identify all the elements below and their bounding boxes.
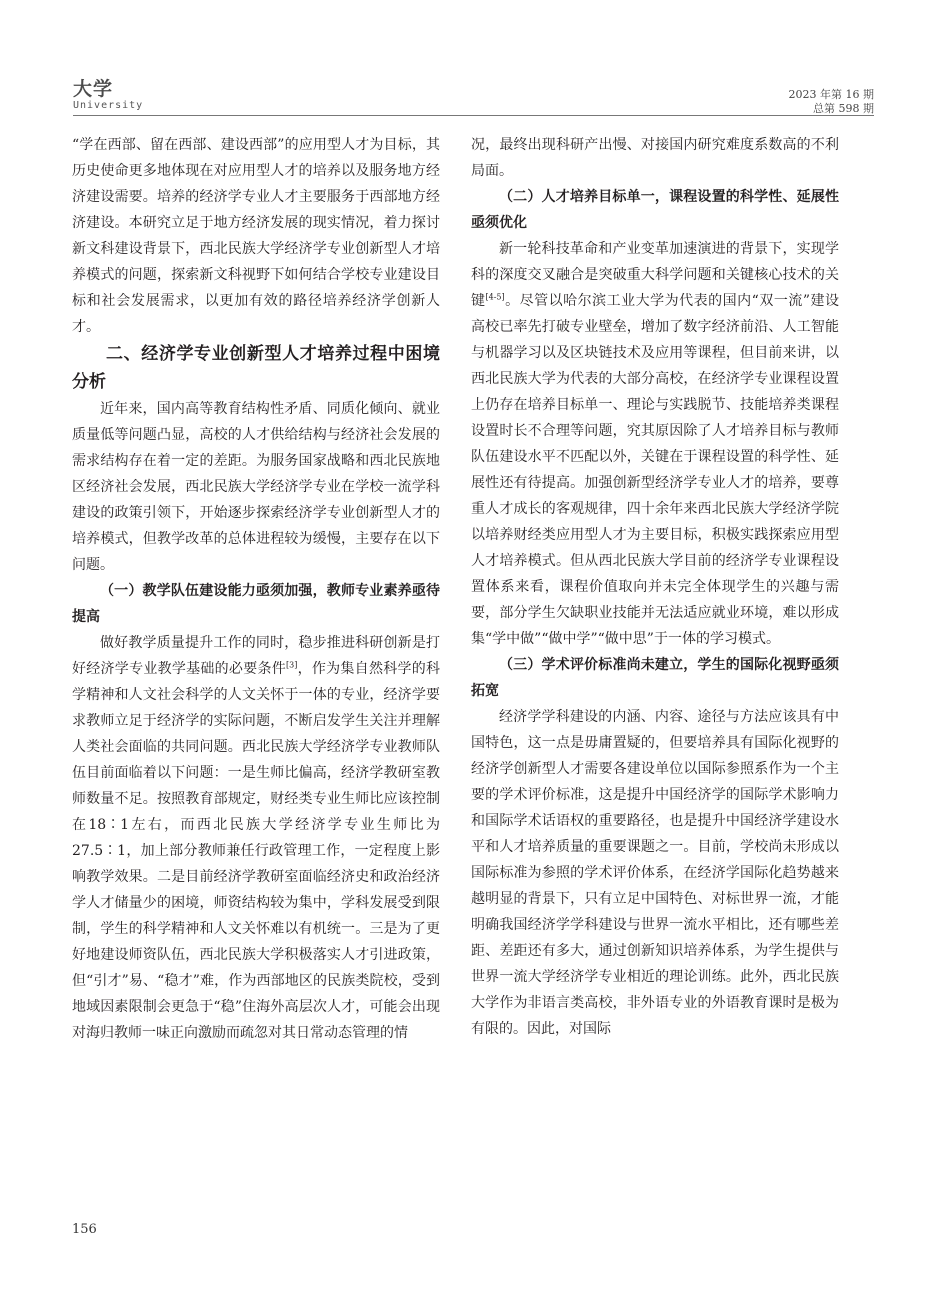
page-number: 156 [72, 1222, 97, 1237]
journal-masthead [73, 78, 143, 111]
paragraph [471, 236, 839, 652]
citation: [4-5] [485, 292, 505, 302]
paragraph: 况，最终出现科研产出慢、对接国内研究难度系数高的不利局面。 [471, 137, 839, 179]
subsection-heading: （二）人才培养目标单一，课程设置的科学性、延展性亟须优化 [471, 189, 839, 231]
issue-info [789, 88, 874, 116]
total-issue-number: 总第 598 期 [813, 102, 874, 115]
citation: [3] [286, 660, 298, 670]
paragraph: 经济学学科建设的内涵、内容、途径与方法应该具有中国特色，这一点是毋庸置疑的，但要培养具有国际化视野的经济学创新型人才需要各建设单位以国际参照系作为一个主要的学术评价标准，这是提升中国经济学的国际学术影响力和国际学术话语权的重要路径，也是提升中国经济学建设水平和人才培养质量的重要课题之一。目前，学校尚未形成以国际标准为参照的学术评价体系，在经济学国际化趋势越来越明显的背景下，只有立足中国特色、对标世界一流，才能明确我国经济学学科建设与世界一流水平相比，还有哪些差距、差距还有多大，通过创新知识培养体系，为学生提供与世界一流大学经济学专业相近的理论训练。此外，西北民族大学作为非语言类高校，非外语专业的外语教育课时是极为有限的。因此，对国际 [471, 709, 839, 1037]
text-run: 新一轮科技革命和产业变革加速演进的背景下，实现学科的深度交叉融合是突破重大科学问题和关键核心技术的关键 [471, 241, 839, 309]
text-run: 。尽管以哈尔滨工业大学为代表的国内“双一流”建设高校已率先打破专业壁垒，增加了数字经济前沿、人工智能与机器学习以及区块链技术及应用等课程，但目前来讲，以西北民族大学为代表的大部分高校，在经济学专业课程设置上仍存在培养目标单一、理论与实践脱节、技能培养类课程设置时长不合理等问题，究其原因除了人才培养目标与教师队伍建设水平不匹配以外，关键在于课程设置的科学性、延展性还有待提高。加强创新型经济学专业人才的培养，要尊重人才成长的客观规律，四十余年来西北民族大学经济学院以培养财经类应用型人才为主要目标，积极实践探索应用型人才培养模式。但从西北民族大学目前的经济学专业课程设置体系来看，课程价值取向并未完全体现学生的兴趣与需要，部分学生欠缺职业技能并无法适应就业环境，难以形成集“学中做”“做中学”“做中思”于一体的学习模式。 [471, 293, 839, 647]
issue-number: 2023 年第 16 期 [788, 88, 874, 101]
text-run: 做好教学质量提升工作的同时，稳步推进科研创新是打好经济学专业教学基础的必要条件 [72, 635, 440, 677]
right-column [471, 132, 839, 1042]
journal-name: 大学 [73, 78, 114, 100]
left-column [72, 132, 440, 1046]
header-divider [73, 115, 874, 116]
subsection-heading: （一）教学队伍建设能力亟须加强，教师专业素养亟待提高 [72, 583, 440, 625]
paragraph: “学在西部、留在西部、建设西部”的应用型人才为目标，其历史使命更多地体现在对应用型人才的培养以及服务地方经济建设需要。培养的经济学专业人才主要服务于西部地方经济建设。本研究立足于地方经济发展的现实情况，着力探讨新文科建设背景下，西北民族大学经济学专业创新型人才培养模式的问题，探索新文科视野下如何结合学校专业建设目标和社会发展需求，以更加有效的路径培养经济学创新人才。 [72, 137, 440, 335]
text-run: ，作为集自然科学的科学精神和人文社会科学的人文关怀于一体的专业，经济学要求教师立足于经济学的实际问题，不断启发学生关注并理解人类社会面临的共同问题。西北民族大学经济学专业教师队伍目前面临着以下问题：一是生师比偏高，经济学教研室教师数量不足。按照教育部规定，财经类专业生师比应该控制在18∶1左右，而西北民族大学经济学专业生师比为27.5∶1，加上部分教师兼任行政管理工作，一定程度上影响教学效果。二是目前经济学教研室面临经济史和政治经济学人才储量少的困境，师资结构较为集中，学科发展受到限制，学生的科学精神和人文关怀难以有机统一。三是为了更好地建设师资队伍，西北民族大学积极落实人才引进政策，但“引才”易、“稳才”难，作为西部地区的民族类院校，受到地域因素限制会更急于“稳”住海外高层次人才，可能会出现对海归教师一味正向激励而疏忽对其日常动态管理的情 [72, 661, 441, 1041]
paragraph: 近年来，国内高等教育结构性矛盾、同质化倾向、就业质量低等问题凸显，高校的人才供给结构与经济社会发展的需求结构存在着一定的差距。为服务国家战略和西北民族地区经济社会发展，西北民族大学经济学专业在学校一流学科建设的政策引领下，开始逐步探索经济学专业创新型人才的培养模式，但教学改革的总体进程较为缓慢，主要存在以下问题。 [72, 401, 440, 573]
section-heading: 二、经济学专业创新型人才培养过程中困境分析 [72, 344, 440, 392]
journal-name-english: University [73, 100, 144, 111]
subsection-heading: （三）学术评价标准尚未建立，学生的国际化视野亟须拓宽 [471, 657, 839, 699]
paragraph [72, 630, 440, 1046]
